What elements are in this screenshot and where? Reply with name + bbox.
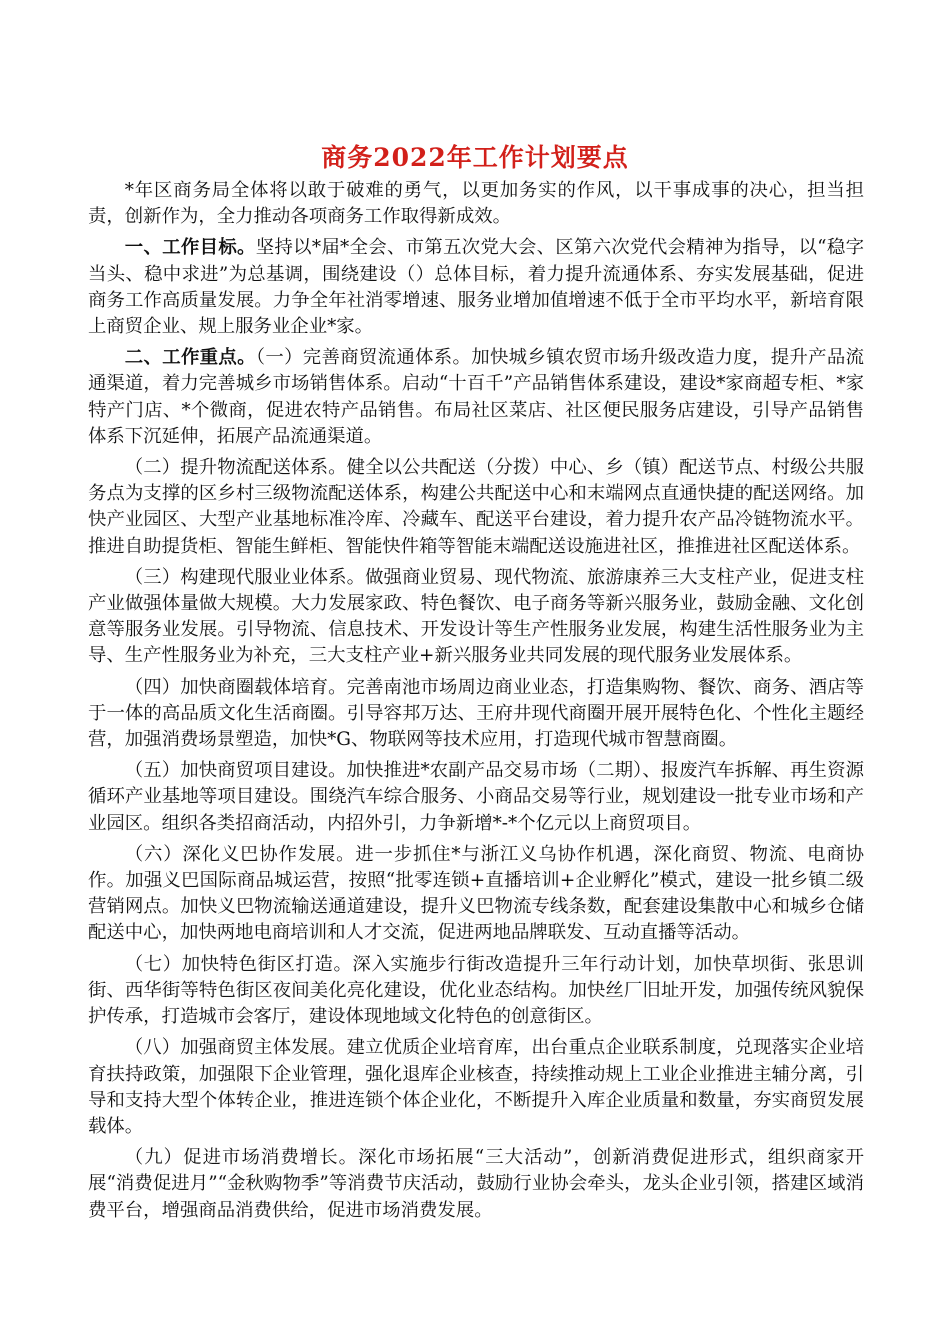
paragraph-text: （五）加快商贸项目建设。加快推进*农副产品交易市场（二期）、报废汽车拆解、再生资源循环产业基地等项目建设。围绕汽车综合服务、小商品交易等行业，规划建设一批专业市场和产业园区。组织各类招商活动，内招外引，力争新增*-*个亿元以上商贸项目。 [88, 760, 864, 834]
paragraph [88, 345, 864, 450]
document-body [88, 178, 864, 1229]
paragraph-text: （三）构建现代服业业体系。做强商业贸易、现代物流、旅游康养三大支柱产业，促进支柱产业做强体量做大规模。大力发展家政、特色餐饮、电子商务等新兴服务业，鼓励金融、文化创意等服务业发展。引导物流、信息技术、开发设计等生产性服务业发展，构建生活性服务业为主导、生产性服务业为补充，三大支柱产业+新兴服务业共同发展的现代服务业发展体系。 [88, 566, 864, 667]
paragraph [88, 1145, 864, 1224]
paragraph [88, 1035, 864, 1140]
paragraph-text: （二）提升物流配送体系。健全以公共配送（分拨）中心、乡（镇）配送节点、村级公共服务点为支撑的区乡村三级物流配送体系，构建公共配送中心和末端网点直通快捷的配送网络。加快产业园区、大型产业基地标准冷库、冷藏车、配送平台建设，着力提升农产品冷链物流水平。推进自助提货柜、智能生鲜柜、智能快件箱等智能末端配送设施进社区，推推进社区配送体系。 [88, 457, 864, 557]
paragraph [88, 758, 864, 837]
paragraph-heading: 二、工作重点。 [124, 347, 256, 369]
paragraph [88, 842, 864, 947]
paragraph-text: （九）促进市场消费增长。深化市场拓展“三大活动”，创新消费促进形式，组织商家开展“消费促进月”“金秋购物季”等消费节庆活动，鼓励行业协会牵头，龙头企业引领，搭建区域消费平台，增强商品消费供给，促进市场消费发展。 [88, 1147, 864, 1221]
paragraph-heading: 一、工作目标。 [124, 237, 256, 259]
paragraph [88, 455, 864, 560]
paragraph-text: （七）加快特色街区打造。深入实施步行街改造提升三年行动计划，加快草坝街、张思训街、西华街等特色街区夜间美化亮化建设，优化业态结构。加快丝厂旧址开发，加强传统风貌保护传承，打造城市会客厅，建设体现地域文化特色的创意街区。 [88, 953, 864, 1028]
paragraph [88, 952, 864, 1031]
paragraph-text: *年区商务局全体将以敢于破难的勇气，以更加务实的作风，以干事成事的决心，担当担责，创新作为，全力推动各项商务工作取得新成效。 [88, 180, 864, 228]
paragraph-text: （六）深化义巴协作发展。进一步抓住*与浙江义乌协作机遇，深化商贸、物流、电商协作。加强义巴国际商品城运营，按照“批零连锁+直播培训+企业孵化”模式，建设一批乡镇二级营销网点。加快义巴物流输送通道建设，提升义巴物流专线条数，配套建设集散中心和城乡仓储配送中心，加快两地电商培训和人才交流，促进两地品牌联发、互动直播等活动。 [88, 843, 864, 944]
paragraph-text: （一）完善商贸流通体系。加快城乡镇农贸市场升级改造力度，提升产品流通渠道，着力完善城乡市场销售体系。启动“十百千”产品销售体系建设，建设*家商超专柜、*家特产门店、*个微商，促进农特产品销售。布局社区菜店、社区便民服务店建设，引导产品销售体系下沉延伸，拓展产品流通渠道。 [88, 347, 864, 447]
paragraph-text: 坚持以*届*全会、市第五次党大会、区第六次党代会精神为指导，以“稳字当头、稳中求进”为总基调，围绕建设（）总体目标，着力提升流通体系、夯实发展基础，促进商务工作高质量发展。力争全年社消零增速、服务业增加值增速不低于全市平均水平，新培育限上商贸企业、规上服务业企业*家。 [88, 237, 864, 338]
paragraph [88, 178, 864, 230]
paragraph [88, 675, 864, 754]
paragraph [88, 565, 864, 670]
paragraph [88, 235, 864, 340]
document-title: 商务2022年工作计划要点 [321, 143, 629, 172]
paragraph-text: （八）加强商贸主体发展。建立优质企业培育库，出台重点企业联系制度，兑现落实企业培育扶持政策，加强限下企业管理，强化退库企业核查，持续推动规上工业企业推进主辅分离，引导和支持大型个体转企业，推进连锁个体企业化，不断提升入库企业质量和数量，夯实商贸发展载体。 [88, 1037, 864, 1137]
paragraph-text: （四）加快商圈载体培育。完善南池市场周边商业业态，打造集购物、餐饮、商务、酒店等于一体的高品质文化生活商圈。引导容邦万达、王府井现代商圈开展开展特色化、个性化主题经营，加强消费场景塑造，加快*G、物联网等技术应用，打造现代城市智慧商圈。 [88, 676, 864, 751]
